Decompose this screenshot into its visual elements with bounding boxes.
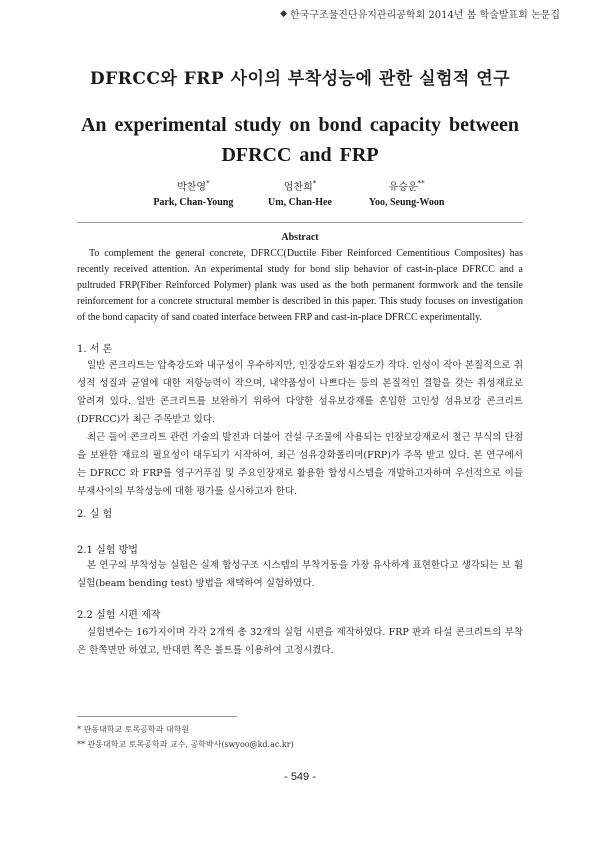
english-title-line-2: DFRCC and FRP	[221, 144, 379, 166]
section-1-heading: 1. 서 론	[77, 344, 113, 355]
author-2-korean: 엄찬희*	[283, 179, 317, 193]
divider	[77, 222, 523, 223]
abstract-text: To complement the general concrete, DFRCC(Ductile Fiber Reinforced Cementitious Composites) has recently received attention. An experimental study for bond slip behavior of cast-in-place DFRCC and a pultruded FRP(Fiber Reinforced Polymer) plank was used as the both permanent formwork and the tensile reinforcement for a concrete structural member is described in this paper. This study focuses on investigation of the bond capacity of sand coated interface between FRP and cast-in-place DFRCC experimentally.	[77, 248, 523, 323]
footnote-2: ** 관동대학교 토목공학과 교수, 공학박사(swyoo@kd.ac.kr)	[77, 740, 294, 749]
page-number: - 549 -	[284, 771, 316, 783]
author-1-korean: 박찬영*	[177, 179, 210, 193]
section-2-2-heading: 2.2 실험 시편 제작	[77, 610, 161, 621]
english-title-line-1: An experimental study on bond capacity between	[80, 114, 519, 136]
author-3-english: Yoo, Seung-Woon	[368, 197, 445, 208]
footnote-1: * 관동대학교 토목공학과 대학원	[77, 725, 190, 734]
author-2-english: Um, Chan-Hee	[268, 197, 332, 208]
korean-title: DFRCC와 FRP 사이의 부착성능에 관한 실험적 연구	[89, 69, 511, 89]
section-1-paragraph-1: 일반 콘크리트는 압축강도와 내구성이 우수하지만, 인장강도와 휨강도가 작다. 인성이 작아 본질적으로 취성적 성질과 균열에 대한 저항능력이 작으며, 내약품성이 나쁘다는 등의 본질적인 결함을 갖는 취성재료로 알려져 있다. 일반 콘크리트를 보완하기 위하여 다양한 섬유보강재를 혼입한 고인성 섬유보강 콘크리트(DFRCC)가 최근 주목받고 있다.	[77, 360, 523, 425]
conference-name: 한국구조물진단유지관리공학회 2014년 봄 학술발표회 논문집	[289, 10, 560, 21]
author-block	[140, 178, 460, 208]
english-title	[0, 110, 600, 170]
diamond-icon: ◆	[280, 8, 287, 19]
running-header	[280, 6, 560, 21]
section-2-heading: 2. 실 험	[77, 509, 113, 520]
author-1-english: Park, Chan-Young	[153, 197, 234, 208]
section-1-paragraph-2: 최근 들어 콘크리트 관련 기술의 발전과 더불어 건설 구조물에 사용되는 인장보강재로서 철근 부식의 단점을 보완한 재료의 필요성이 대두되기 시작하여, 최근 섬유강화폴리머(FRP)가 주목 받고 있다. 본 연구에서는 DFRCC 와 FRP를 영구거푸집 및 주요인장재로 활용한 합성시스템을 개발하고자하며 우선적으로 이들 부재사이의 부착성능에 대한 평가를 실시하고자 한다.	[77, 432, 523, 497]
section-2-2-paragraph: 실험변수는 16가지이며 각각 2개씩 총 32개의 실험 시편을 제작하였다. FRP 판과 타설 콘크리트의 부착은 한쪽면만 하였고, 반대편 쪽은 볼트를 이용하여 고정시켰다.	[77, 627, 523, 656]
section-2-1-paragraph: 본 연구의 부착성능 실험은 실제 합성구조 시스템의 부착거동을 가장 유사하게 표현한다고 생각되는 보 휨실험(beam bending test) 방법을 채택하여 실험하였다.	[77, 560, 523, 589]
abstract-heading: Abstract	[281, 232, 319, 243]
section-2-1-heading: 2.1 실험 방법	[77, 545, 138, 556]
author-3-korean: 유승운**	[388, 179, 425, 193]
footnote-divider	[77, 716, 237, 717]
